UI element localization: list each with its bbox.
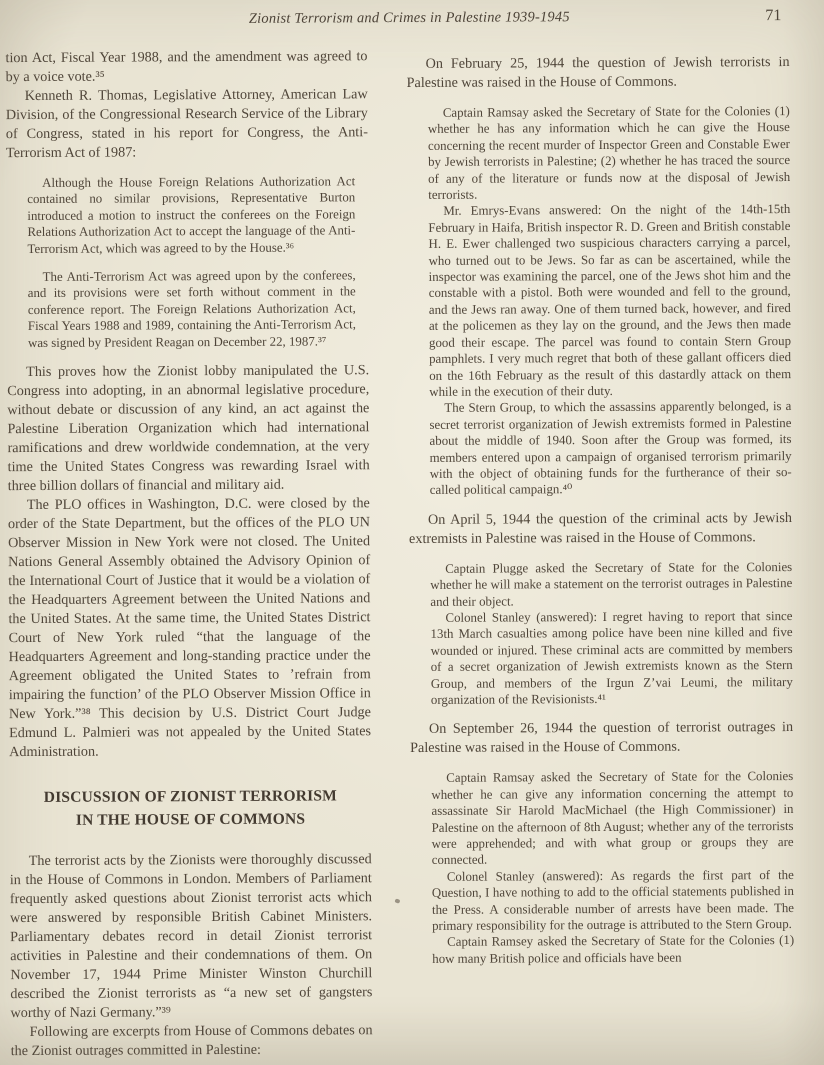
page-number: 71 (765, 7, 782, 25)
quote-paragraph: Although the House Foreign Relations Authorization Act contained no similar provisions, Representative Burton introduced a motion to instruct the conferees on the Foreign Relations Authorization Act to accept the language of the Anti-Terrorism Act, which was agreed to by the House.³⁶ (27, 174, 356, 256)
paragraph: Kenneth R. Thomas, Legislative Attorney, American Law Division, of the Congressional Research Service of the Library of Congress, stated in his report for Congress, the Anti-Terrorism Act of 1987: (5, 86, 368, 162)
quote-block (28, 267, 356, 351)
paragraph: The terrorist acts by the Zionists were thoroughly discussed in the House of Commons in London. Members of Parliament frequently asked questions about Zionist terrorist acts which were answered by responsible British Cabinet Ministers. Parliamentary debates record in detail Zionist terrorist activities in Palestine and their condemnations of them. On November 17, 1944 Prime Minister Winston Churchill described the Zionist terrorists as “a new set of gangsters worthy of Nazi Germany.”³⁹ (9, 851, 373, 1022)
section-heading: DISCUSSION OF ZIONIST TERRORISM IN THE HOUSE OF COMMONS (43, 787, 338, 829)
quote-paragraph: Captain Plugge asked the Secretary of State for the Colonies whether he will make a statement on the terrorist outrages in Palestine and their object. (430, 559, 793, 609)
quote-block (428, 103, 792, 499)
paragraph: The PLO offices in Washington, D.C. were closed by the order of the State Department, but the offices of the PLO UN Observer Mission in New York were not closed. The United Nations General Assembly obtained the Advisory Opinion of the International Court of Justice that it would be a violation of the Headquarters Agreement between the United Nations and the United States. At the same time, the United States District Court of New York ruled “that the language of the Headquarters Agreement and long-standing practice under the Agreement obligated the United States to ’refrain from impairing the function’ of the PLO Observer Mission Office in New York.”³⁸ This decision by U.S. District Court Judge Edmund L. Palmieri was not appealed by the United States Administration. (7, 495, 372, 761)
quote-paragraph: Captain Ramsay asked the Secretary of State for the Colonies whether he can give any information concerning the attempt to assassinate Sir Harold MacMichael (the High Commissioner) in Palestine on the afternoon of 8th August; whether any of the terrorists were apprehended; and with what group or groups they are connected. (431, 769, 794, 868)
quote-paragraph: The Stern Group, to which the assassins apparently belonged, is a secret terrorist organization of Jewish extremists formed in Palestine about the middle of 1940. Soon after the Group was formed, its members entered upon a campaign of organised terrorism primarily with the object of obtaining funds for the furtherance of their so-called political campaign.⁴⁰ (429, 399, 792, 498)
running-head-title: Zionist Terrorism and Crimes in Palestine 1939-1945 (248, 9, 570, 27)
paragraph: On September 26, 1944 the question of terrorist outrages in Palestine was raised in the House of Commons. (410, 719, 794, 757)
quote-paragraph: Mr. Emrys-Evans answered: On the night of the 14th-15th February in Haifa, British inspector R. D. Green and British constable H. E. Ewer challenged two suspicious characters carrying a parcel, who turned out to be Jews. So far as can be ascertained, while the inspector was examining the parcel, one of the Jews shot him and the constable with a pistol. Both were wounded and fell to the ground, and the Jews ran away. One of them turned back, however, and fired at the policemen as they lay on the ground, and the Jews then made good their escape. The parcel was found to contain Stern Group pamphlets. I very much regret that both of these gallant officers died on the 16th February as the result of this dastardly attack on them while in the execution of their duty. (428, 202, 792, 399)
right-text-column (406, 45, 794, 979)
quote-block (431, 768, 794, 967)
quote-block (430, 559, 793, 709)
left-text-column (5, 47, 372, 1061)
quote-paragraph: Captain Ramsey asked the Secretary of State for the Colonies (1) how many British police and officials have been (432, 933, 795, 966)
paragraph: This proves how the Zionist lobby manipulated the U.S. Congress into adopting, in an abnormal legislative procedure, without debate or discussion of any kind, an act against the Palestine Liberation Organization which had international ramifications and drew worldwide condemnation, at the very time the United States Congress was rewarding Israel with three billion dollars of financial and military aid. (7, 362, 370, 495)
paragraph: Following are excerpts from House of Commons debates on the Zionist outrages committed in Palestine: (10, 1022, 373, 1060)
scan-speck (394, 898, 400, 903)
quote-paragraph: The Anti-Terrorism Act was agreed upon by the conferees, and its provisions were set forth without comment in the conference report. The Foreign Relations Authorization Act, Fiscal Years 1988 and 1989, containing the Anti-Terrorism Act, was signed by President Reagan on December 22, 1987.³⁷ (27, 268, 356, 350)
quote-paragraph: Captain Ramsay asked the Secretary of State for the Colonies (1) whether he has any information which he can give the House concerning the recent murder of Inspector Green and Constable Ewer by Jewish terrorists in Palestine; (2) whether he has traced the source of any of the literature or funds now at the disposal of Jewish terrorists. (427, 104, 791, 202)
quote-paragraph: Colonel Stanley (answered): I regret having to report that since 13th March casualties among police have been nine killed and five wounded or injured. These criminal acts are committed by members of a secret organization of Jewish extremists known as the Stern Group, and members of the Irgun Z’vai Leumi, the military organization of the Revisionists.⁴¹ (430, 608, 793, 707)
quote-block (27, 173, 355, 257)
quote-paragraph: Colonel Stanley (answered): As regards the first part of the Question, I have nothing to add to the official statements published in the Press. A considerable number of arrests have been made. The primary responsibility for the outrage is attributed to the Stern Group. (431, 867, 795, 933)
paragraph: On April 5, 1944 the question of the criminal acts by Jewish extremists in Palestine was raised in the House of Commons. (408, 509, 792, 547)
paragraph: tion Act, Fiscal Year 1988, and the amendment was agreed to by a voice vote.³⁵ (5, 48, 368, 86)
paragraph: On February 25, 1944 the question of Jewish terrorists in Palestine was raised in the House of Commons. (406, 54, 790, 92)
